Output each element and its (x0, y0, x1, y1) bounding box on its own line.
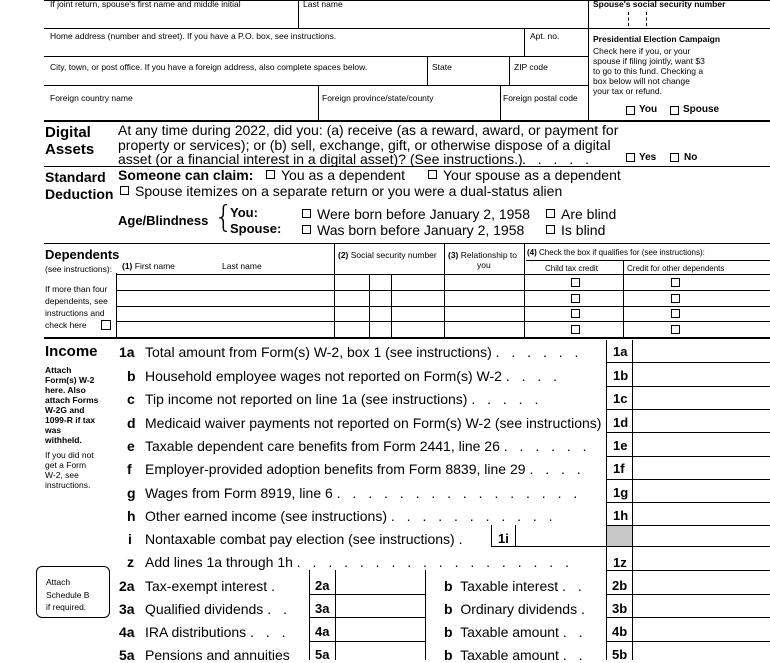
city-field[interactable] (46, 73, 425, 84)
col4-header: (4) Check the box if qualifies for (see instructions): (527, 248, 705, 257)
age-spouse-label: Spouse: (230, 221, 282, 236)
divider (335, 570, 336, 660)
line-num: h (127, 508, 136, 524)
rule (309, 641, 425, 642)
line-box-label: 5b (612, 647, 628, 662)
line-text: Tip income not reported on line 1a (see instructions) . . . . . (145, 391, 543, 407)
foreign-country-field[interactable] (46, 104, 316, 118)
last-name-label: Last name (303, 0, 343, 9)
col-divider (116, 273, 117, 337)
standard-title: Standard (45, 169, 106, 185)
col-divider (623, 261, 624, 337)
line-1f-amount[interactable] (634, 458, 768, 479)
you-born-before-label: Were born before January 2, 1958 (317, 206, 530, 222)
line-num: 3a (119, 601, 135, 617)
rule (44, 56, 588, 57)
spouse-first-name-field[interactable] (46, 10, 296, 26)
schedule-b-note: Attach (46, 577, 71, 587)
you-blind-checkbox[interactable] (546, 209, 555, 218)
someone-can-claim: Someone can claim: (118, 167, 254, 183)
spouse-itemizes-checkbox[interactable] (120, 186, 129, 195)
other-credit-checkbox[interactable] (671, 309, 680, 318)
ssn-divider (369, 274, 370, 337)
line-num: z (127, 554, 134, 570)
rule (606, 456, 770, 457)
you-dependent-checkbox[interactable] (266, 170, 275, 179)
line-4b-amount[interactable] (634, 619, 768, 639)
dependent-row[interactable] (118, 276, 332, 289)
line-box-label: 5a (315, 647, 330, 662)
line-num: b (127, 368, 136, 384)
line-box-label: 1b (613, 368, 629, 383)
line-num: 5a (119, 647, 135, 663)
line-1z-amount[interactable] (634, 548, 768, 569)
no-w2-note: If you did not (45, 450, 94, 460)
line-text: Nontaxable combat pay election (see instructions) . (145, 531, 467, 547)
divider (491, 525, 492, 546)
other-credit-checkbox[interactable] (671, 325, 680, 334)
state-field[interactable] (429, 73, 507, 84)
line-text: Wages from Form 8919, line 6 . . . . . . . . . . . . . . . . (145, 485, 582, 501)
line-box-label: 4a (315, 624, 330, 639)
digital-title: Digital (45, 124, 91, 141)
line-b-text: b Ordinary dividends . (444, 601, 589, 617)
rule (606, 386, 770, 387)
other-credit-checkbox[interactable] (671, 278, 680, 287)
spouse-dependent-checkbox[interactable] (428, 170, 437, 179)
rule (606, 479, 770, 480)
line-num: c (127, 391, 135, 407)
line-2a-amount[interactable] (337, 572, 423, 592)
foreign-province-label: Foreign province/state/county (322, 93, 434, 103)
rule (116, 274, 770, 275)
apt-label: Apt. no. (530, 31, 560, 41)
spouse-name-label: If joint return, spouse's first name and middle initial (50, 0, 241, 9)
child-credit-checkbox[interactable] (571, 278, 580, 287)
rule (491, 546, 770, 547)
campaign-line: your tax or refund. (593, 86, 662, 96)
rule (44, 28, 770, 29)
more-deps-line: If more than four (45, 284, 108, 294)
line-box-label: 1c (613, 391, 628, 406)
dependent-row[interactable] (118, 323, 332, 336)
line-box-label: 3b (612, 601, 628, 616)
line-3b-amount[interactable] (634, 596, 768, 616)
campaign-spouse-checkbox[interactable] (670, 106, 679, 115)
child-credit-checkbox[interactable] (571, 325, 580, 334)
you-dependent-label: You as a dependent (281, 167, 406, 183)
line-box-label: 1d (613, 415, 629, 430)
line-text: Employer-provided adoption benefits from Form 8839, line 29 . . . . (145, 461, 585, 477)
divider (298, 0, 299, 28)
spouse-dependent-label: Your spouse as a dependent (443, 167, 621, 183)
shaded-cell (607, 525, 632, 546)
line-box-label: 2a (315, 578, 330, 593)
col1-last-header: Last name (222, 261, 262, 271)
line-box-label: 1e (613, 438, 628, 453)
divider (427, 56, 428, 85)
campaign-you-label: You (639, 104, 658, 115)
standard-title: Deduction (45, 186, 114, 202)
digital-yes-label: Yes (639, 152, 657, 163)
box-col-left (606, 340, 607, 660)
foreign-postal-field[interactable] (502, 104, 586, 118)
schedule-b-note: if required. (46, 602, 87, 612)
digital-no-label: No (684, 152, 698, 163)
line-box-label: 2b (612, 578, 628, 593)
foreign-postal-label: Foreign postal code (503, 93, 578, 103)
no-w2-note: instructions. (45, 480, 91, 490)
divider (588, 28, 589, 120)
col3-header: (3) Relationship to (448, 250, 517, 260)
you-blind-label: Are blind (561, 206, 617, 222)
line-num: g (127, 485, 136, 501)
you-born-before-checkbox[interactable] (302, 209, 311, 218)
digital-no-checkbox[interactable] (670, 153, 679, 162)
divider (509, 56, 510, 85)
line-num: d (127, 415, 136, 431)
home-address-field[interactable] (46, 42, 522, 55)
line-1c-amount[interactable] (634, 388, 768, 409)
spouse-ssn-label: Spouse's social security number (593, 0, 726, 9)
other-credit-header: Credit for other dependents (627, 264, 725, 273)
digital-text: property or services); or (b) sell, exchange, gift, or otherwise dispose of a digital (118, 137, 611, 153)
line-text: Qualified dividends . . (145, 601, 291, 617)
digital-title: Assets (45, 141, 95, 158)
ssn-divider (391, 274, 392, 337)
spouse-blind-checkbox[interactable] (546, 225, 555, 234)
rule (606, 362, 770, 363)
home-address-label: Home address (number and street). If you have a P.O. box, see instructions. (50, 31, 337, 41)
line-text: Tax-exempt interest . (145, 578, 279, 594)
line-b-text: b Taxable amount . . (444, 624, 587, 640)
campaign-you-checkbox[interactable] (626, 106, 635, 115)
dependents-see-instr: (see instructions): (45, 264, 113, 274)
divider (425, 570, 426, 660)
age-blindness-label: Age/Blindness (118, 213, 209, 228)
line-1h-amount[interactable] (634, 504, 768, 525)
campaign-line: box below will not change (593, 76, 690, 86)
dependent-row[interactable] (118, 308, 332, 320)
line-5b-amount[interactable] (634, 643, 768, 660)
rule (44, 243, 770, 244)
state-label: State (432, 62, 452, 72)
campaign-line: to go to this fund. Checking a (593, 66, 704, 76)
more-deps-line: dependents, see (45, 296, 108, 306)
income-title: Income (45, 343, 98, 360)
attach-note: was (45, 425, 62, 435)
attach-note: withheld. (45, 435, 82, 445)
line-text: Pensions and annuities (145, 647, 290, 663)
line-text: Add lines 1a through 1h . . . . . . . . . . . . . . . . . . (145, 554, 573, 570)
campaign-line: Check here if you, or your (593, 46, 691, 56)
no-w2-note: W-2, see (45, 470, 79, 480)
line-1d-amount[interactable] (634, 411, 768, 432)
rule (309, 594, 425, 595)
age-you-label: You: (230, 205, 258, 220)
line-text: Taxable dependent care benefits from Form 2441, line 26 . . . . . . (145, 438, 591, 454)
line-num: f (127, 461, 132, 477)
line-num: e (127, 438, 135, 454)
digital-yes-checkbox[interactable] (626, 153, 635, 162)
box-col-right (632, 340, 633, 660)
rule (44, 85, 588, 86)
line-box-label: 1g (613, 485, 629, 500)
line-num: 2a (119, 578, 135, 594)
line-1i-box-label: 1i (498, 531, 509, 546)
line-box-label: 1f (613, 461, 625, 476)
line-num: 4a (119, 624, 135, 640)
other-credit-checkbox[interactable] (671, 294, 680, 303)
rule (606, 525, 770, 526)
rule (309, 617, 425, 618)
dependent-row[interactable] (118, 292, 332, 305)
section-rule (44, 337, 770, 339)
divider (588, 0, 589, 28)
spouse-ssn-field[interactable] (590, 10, 768, 26)
line-text: Medicaid waiver payments not reported on Form(s) W-2 (see instructions) (145, 415, 602, 431)
line-box-label: 1a (613, 344, 628, 359)
divider (318, 85, 319, 120)
attach-note: W-2G and (45, 405, 85, 415)
attach-note: here. Also (45, 385, 86, 395)
spouse-itemizes-label: Spouse itemizes on a separate return or you were a dual-status alien (135, 183, 563, 199)
line-box-label: 1h (613, 508, 629, 523)
line-1g-amount[interactable] (634, 481, 768, 502)
divider (515, 525, 516, 546)
attach-note: 1099-R if tax (45, 415, 96, 425)
dep-row-rule (116, 321, 770, 322)
divider (524, 28, 525, 56)
campaign-title: Presidential Election Campaign (593, 34, 721, 44)
rule (606, 641, 770, 642)
line-text: Total amount from Form(s) W-2, box 1 (see instructions) . . . . . . (145, 344, 583, 360)
divider (500, 85, 501, 120)
digital-text: asset (or a financial interest in a digital asset)? (See instructions.) (118, 151, 523, 167)
line-num: 1a (119, 344, 135, 360)
zip-field[interactable] (511, 73, 586, 84)
line-b-text: b Taxable interest . . (444, 578, 586, 594)
attach-note: Attach (45, 365, 72, 375)
apt-field[interactable] (526, 42, 586, 55)
spouse-last-name-field[interactable] (300, 10, 586, 26)
line-b-text: b Taxable amount . . (444, 647, 587, 663)
col3-header-2: you (477, 260, 491, 270)
city-label: City, town, or post office. If you have a foreign address, also complete spaces below. (50, 62, 368, 72)
child-credit-checkbox[interactable] (571, 309, 580, 318)
line-num: i (128, 531, 132, 547)
more-deps-line: instructions and (45, 308, 105, 318)
line-text: IRA distributions . . . (145, 624, 290, 640)
rule (606, 594, 770, 595)
dep-row-rule (116, 290, 770, 291)
line-1e-amount[interactable] (634, 434, 768, 455)
line-1a-amount[interactable] (634, 341, 768, 362)
brace: { (214, 200, 234, 235)
leader-dots: . . . . . (522, 151, 594, 167)
child-credit-checkbox[interactable] (571, 294, 580, 303)
schedule-b-note: Schedule B (46, 590, 90, 600)
line-1b-amount[interactable] (634, 364, 768, 385)
spouse-born-before-label: Was born before January 2, 1958 (317, 222, 525, 238)
zip-label: ZIP code (514, 62, 548, 72)
spouse-born-before-checkbox[interactable] (302, 225, 311, 234)
child-credit-header: Child tax credit (545, 264, 598, 273)
rule (606, 409, 770, 410)
divider (309, 570, 310, 660)
line-box-label: 1z (613, 555, 627, 570)
line-text: Other earned income (see instructions) . . . . . . . . . . . (145, 508, 557, 524)
campaign-spouse-label: Spouse (683, 104, 720, 115)
rule (606, 502, 770, 503)
rule (606, 570, 770, 571)
line-1i-amount[interactable] (517, 527, 605, 545)
foreign-province-field[interactable] (320, 104, 498, 118)
line-box-label: 3a (315, 601, 330, 616)
rule (526, 260, 770, 261)
foreign-country-label: Foreign country name (50, 93, 133, 103)
more-deps-checkbox[interactable] (101, 320, 111, 330)
rule (606, 617, 770, 618)
campaign-line: spouse if filing jointly, want $3 (593, 56, 705, 66)
no-w2-note: get a Form (45, 460, 87, 470)
line-3a-amount[interactable] (337, 596, 423, 616)
digital-text: At any time during 2022, did you: (a) receive (as a reward, award, or payment for (118, 122, 619, 138)
line-4a-amount[interactable] (337, 619, 423, 639)
attach-note: Form(s) W-2 (45, 375, 95, 385)
dependents-title: Dependents (45, 247, 120, 262)
line-text: Household employee wages not reported on Form(s) W-2 . . . . (145, 368, 562, 384)
attach-note: attach Forms (45, 395, 99, 405)
line-2b-amount[interactable] (634, 572, 768, 592)
line-box-label: 4b (612, 624, 628, 639)
dep-row-rule (116, 306, 770, 307)
col2-header: (2) Social security number (338, 250, 437, 260)
line-5a-amount[interactable] (337, 643, 423, 660)
col1-header: (1) First name (122, 261, 175, 271)
spouse-blind-label: Is blind (561, 222, 606, 238)
more-deps-line: check here (45, 320, 87, 330)
rule (606, 432, 770, 433)
